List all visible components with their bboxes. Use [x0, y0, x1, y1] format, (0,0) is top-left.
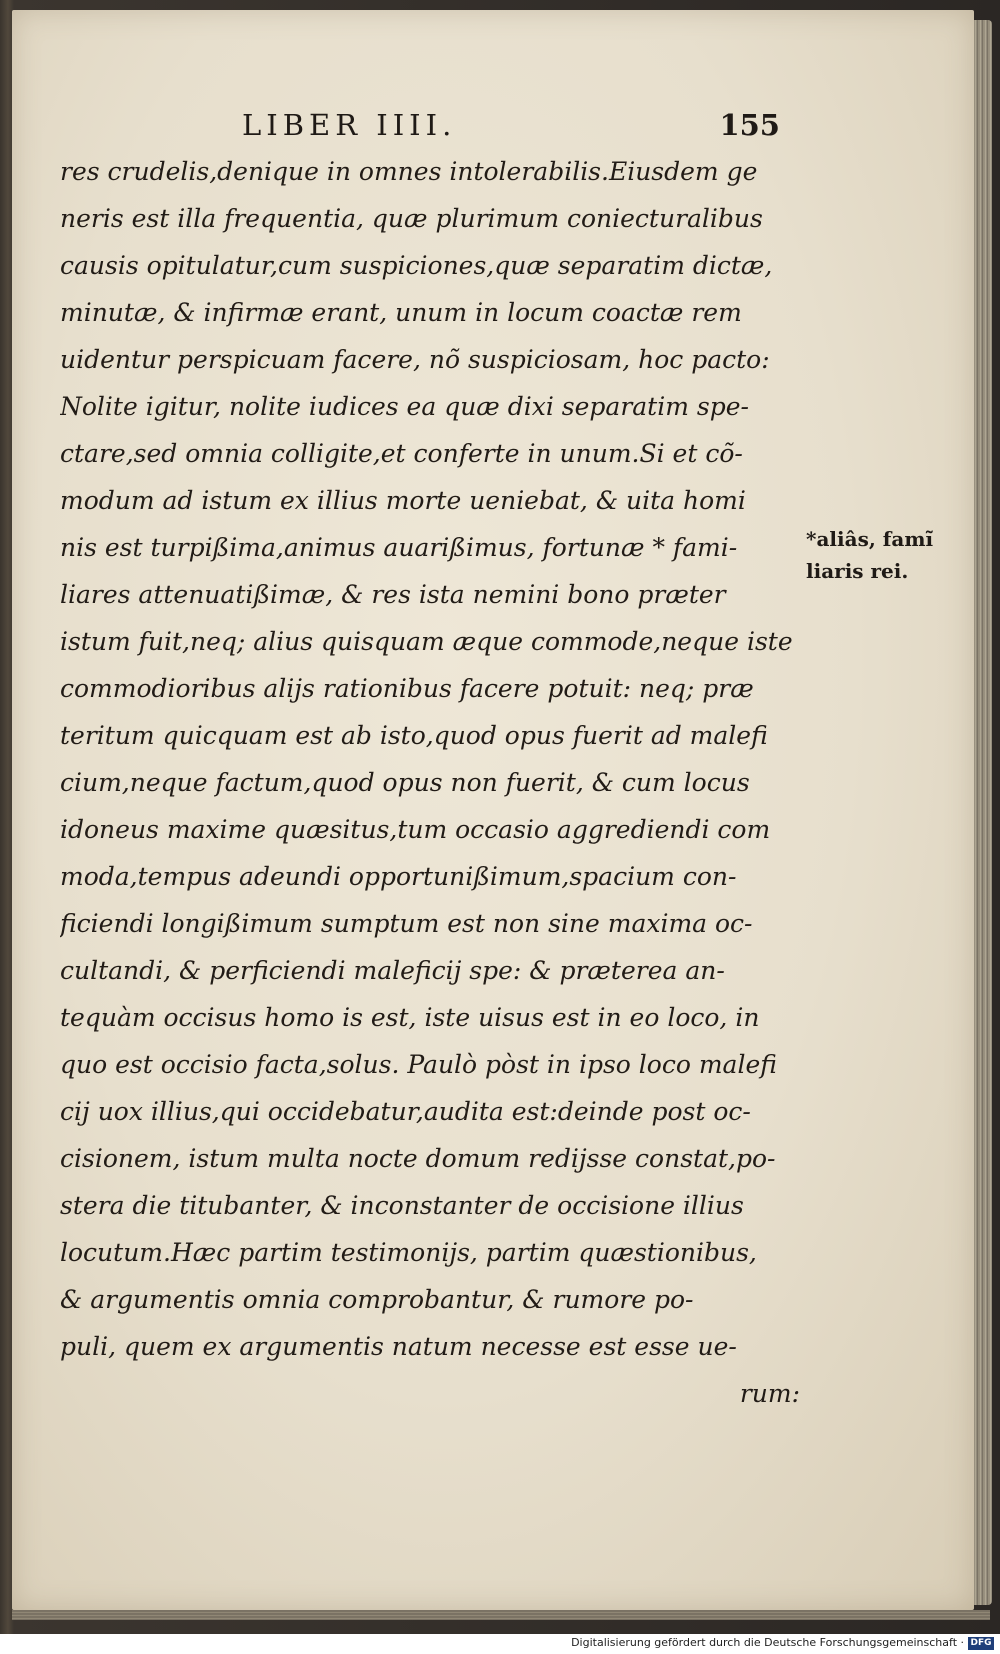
text-line: moda,tempus adeundi opportunißimum,spacium con-: [60, 862, 737, 891]
page-header: [60, 108, 780, 148]
text-line: idoneus maxime quæsitus,tum occasio aggrediendi com: [60, 815, 771, 844]
dfg-logo: DFG: [968, 1637, 994, 1650]
text-line: res crudelis,denique in omnes intolerabilis.Eiusdem ge: [60, 157, 758, 186]
page-number: 155: [719, 108, 780, 142]
text-line: istum fuit,neq; alius quisquam æque commode,neque iste: [60, 627, 793, 656]
marginal-note-line: *aliâs, famĩ: [806, 527, 934, 551]
digitization-footer: [0, 1634, 1000, 1654]
marginal-note: [806, 523, 956, 587]
body-text: [60, 148, 800, 1417]
text-line: & argumentis omnia comprobantur, & rumore po-: [60, 1285, 694, 1314]
text-line: minutæ, & infirmæ erant, unum in locum coactæ rem: [60, 298, 742, 327]
text-line: nis est turpißima,animus auarißimus, fortunæ * fami-: [60, 533, 738, 562]
catchword: rum:: [739, 1379, 800, 1408]
running-head: LIBER IIII.: [242, 108, 457, 142]
text-line: quo est occisio facta,solus. Paulò pòst in ipso loco malefi: [60, 1050, 777, 1079]
text-line: cium,neque factum,quod opus non fuerit, & cum locus: [60, 768, 750, 797]
text-line: puli, quem ex argumentis natum necesse est esse ue-: [60, 1332, 737, 1361]
text-line: locutum.Hæc partim testimonijs, partim quæstionibus,: [60, 1238, 757, 1267]
text-line: ficiendi longißimum sumptum est non sine maxima oc-: [60, 909, 753, 938]
page-fore-edge: [974, 20, 992, 1605]
text-line: tequàm occisus homo is est, iste uisus est in eo loco, in: [60, 1003, 760, 1032]
text-line: cisionem, istum multa nocte domum redijsse constat,po-: [60, 1144, 776, 1173]
text-line: causis opitulatur,cum suspiciones,quæ separatim dictæ,: [60, 251, 773, 280]
text-line: teritum quicquam est ab isto,quod opus fuerit ad malefi: [60, 721, 768, 750]
text-line: uidentur perspicuam facere, nõ suspiciosam, hoc pacto:: [60, 345, 770, 374]
text-line: stera die titubanter, & inconstanter de occisione illius: [60, 1191, 744, 1220]
text-line: modum ad istum ex illius morte ueniebat, & uita homi: [60, 486, 746, 515]
text-line: neris est illa frequentia, quæ plurimum coniecturalibus: [60, 204, 763, 233]
page-bottom-edge: [12, 1610, 990, 1620]
text-line: cultandi, & perficiendi maleficij spe: & præterea an-: [60, 956, 725, 985]
text-line: liares attenuatißimæ, & res ista nemini bono præter: [60, 580, 726, 609]
funding-credit: Digitalisierung gefördert durch die Deutsche Forschungsgemeinschaft ·: [571, 1636, 964, 1649]
text-line: cij uox illius,qui occidebatur,audita est:deinde post oc-: [60, 1097, 751, 1126]
marginal-note-line: liaris rei.: [806, 559, 909, 583]
text-line: Nolite igitur, nolite iudices ea quæ dixi separatim spe-: [60, 392, 749, 421]
text-line: ctare,sed omnia colligite,et conferte in unum.Si et cõ-: [60, 439, 743, 468]
text-line: commodioribus alijs rationibus facere potuit: neq; præ: [60, 674, 754, 703]
